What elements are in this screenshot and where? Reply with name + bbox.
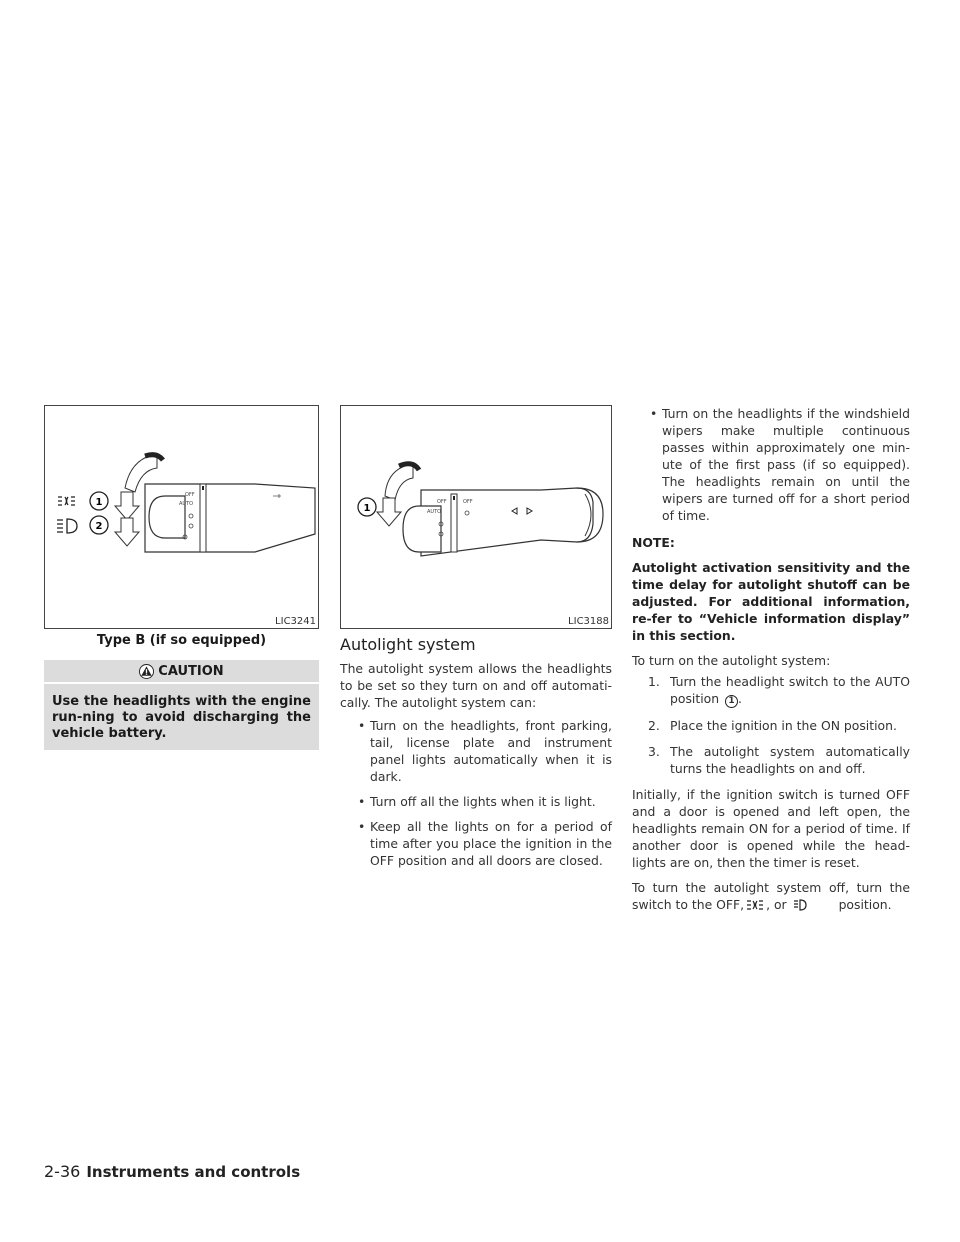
turn-off-paragraph: [632, 879, 910, 913]
step-item: [632, 717, 910, 734]
capabilities-list: [340, 717, 612, 869]
parking-light-icon: [58, 497, 75, 505]
turn-off-text-a: To turn the autolight system off, turn the switch to the OFF,: [632, 880, 910, 912]
left-column: [44, 405, 319, 750]
off-label-2: OFF: [463, 499, 473, 505]
off-label: OFF: [185, 492, 195, 498]
caution-title: CAUTION: [158, 663, 224, 679]
headlight-icon: [793, 899, 807, 911]
caution-box: [44, 660, 319, 750]
section-title: Autolight system: [340, 635, 476, 654]
auto-label: AUTO: [427, 509, 442, 515]
autolight-switch-illustration: [341, 406, 611, 628]
initially-paragraph: Initially, if the ignition switch is turned OFF and a door is opened and left open, the headlights remain ON for a period of time. If another door is opened while the head-lights are on, then the timer is reset.: [632, 787, 910, 870]
caution-text: Use the headlights with the engine run-ning to avoid discharging the vehicle battery.: [52, 694, 311, 741]
off-label-1: OFF: [437, 499, 447, 505]
intro-paragraph: The autolight system allows the headlights to be set so they turn on and off automati-cally. The autolight system can:: [340, 661, 612, 710]
callout-1: 1: [95, 497, 103, 508]
list-item: • Keep all the lights on for a period of time after you place the ignition in the OFF position and all doors are closed.: [340, 818, 612, 869]
list-item: • Turn off all the lights when it is light.: [340, 793, 612, 810]
figure-autolight-switch: [340, 405, 612, 629]
step-number: 3.: [648, 744, 660, 759]
step-number: 1.: [648, 674, 660, 689]
step-item: [632, 673, 910, 708]
list-item: • Turn on the headlights, front parking, tail, license plate and instrument panel lights automatically when it is dark.: [340, 717, 612, 785]
parking-light-icon: [746, 900, 764, 911]
right-column: [632, 405, 910, 913]
callout-2: 2: [95, 521, 103, 532]
callout-ref: 1: [725, 695, 738, 708]
turn-off-text-c: position.: [838, 897, 892, 912]
headlight-switch-illustration: [45, 406, 318, 628]
step-text: Turn the headlight switch to the AUTO position: [670, 674, 910, 706]
steps-intro: To turn on the autolight system:: [632, 653, 831, 668]
step-text: Place the ignition in the ON position.: [670, 718, 897, 733]
figure-type-b-switch: [44, 405, 319, 629]
step-end: .: [738, 691, 742, 706]
caution-header: [44, 660, 319, 684]
step-text: The autolight system automatically turns the headlights on and off.: [670, 744, 910, 776]
figure-caption: Type B (if so equipped): [96, 633, 267, 648]
note-body: Autolight activation sensitivity and the time delay for autolight shutoff can be adjusted. For additional information, re-fer to “Vehicle information display” in this section.: [632, 560, 910, 643]
note-label: NOTE:: [632, 535, 675, 550]
list-item: • Turn on the headlights if the windshield wipers make multiple continuous passes within approximately one min-ute of the first pass (if so equipped). The headlights remain on until the wipers are turned off for a short period of time.: [632, 405, 910, 524]
warning-icon: [139, 664, 154, 679]
auto-label: AUTO: [179, 501, 194, 507]
figure-code: LIC3188: [568, 616, 609, 627]
step-item: [632, 743, 910, 777]
page-number: 2-36: [44, 1162, 81, 1181]
headlight-icon: [57, 519, 77, 533]
callout-1: 1: [363, 503, 371, 514]
steps-list: [632, 673, 910, 777]
chapter-title: Instruments and controls: [86, 1163, 301, 1181]
turn-off-text-b: , or: [766, 897, 787, 912]
middle-column: [340, 405, 612, 877]
page-footer: [44, 1162, 300, 1181]
figure-code: LIC3241: [275, 616, 316, 627]
capabilities-list-continued: [632, 405, 910, 524]
step-number: 2.: [648, 718, 660, 733]
